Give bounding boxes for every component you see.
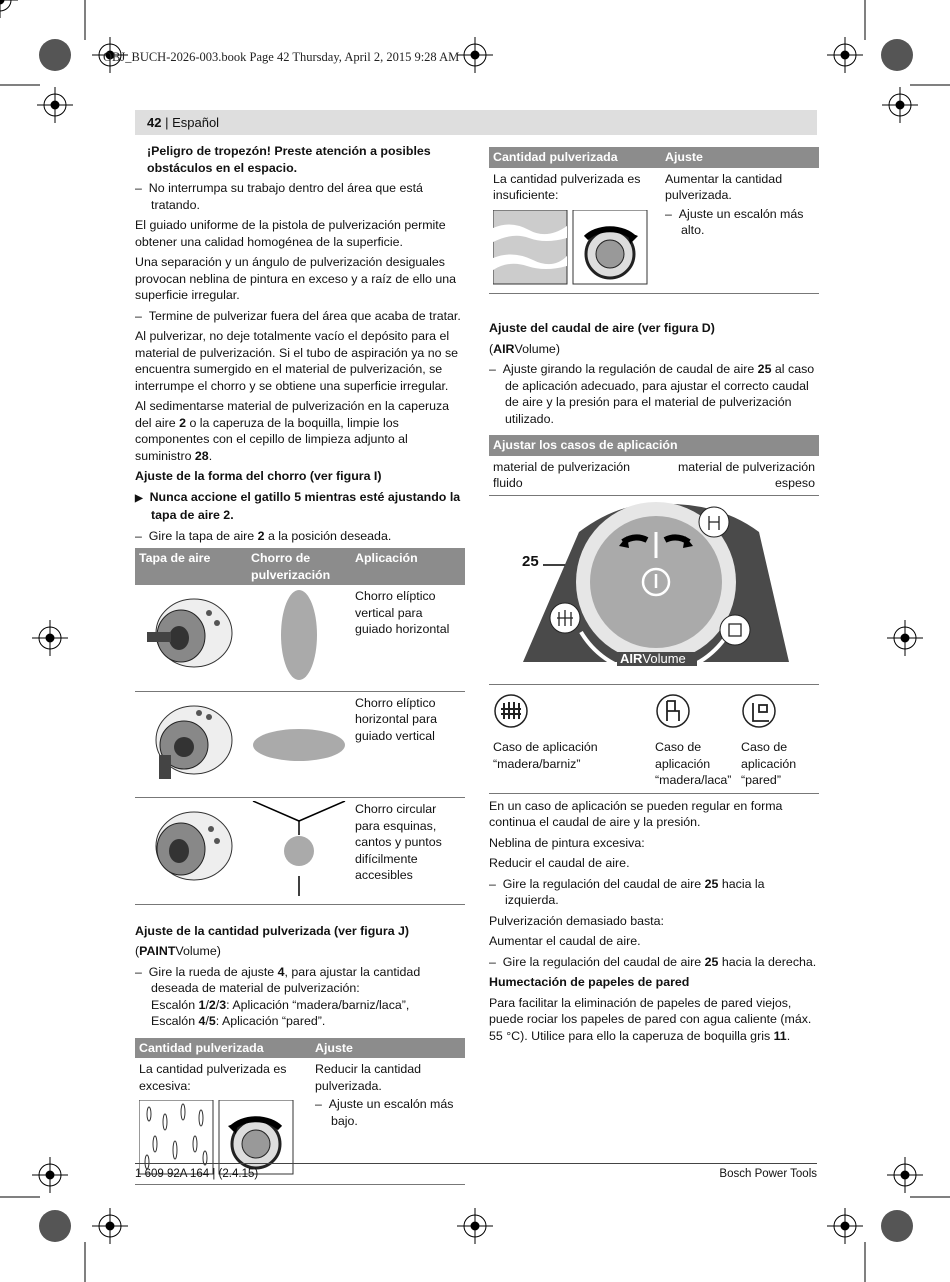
list-item: – Gire la rueda de ajuste 4, para ajustar la cantidad deseada de material de pulverización: Escalón 1/2/3: Aplicación “madera/barniz/laca”, Escalón 4/5: Aplicación “pared”. <box>135 964 421 1028</box>
page-header: 42 | Español <box>135 110 817 135</box>
air-volume-dial-figure <box>489 496 819 682</box>
table-row <box>135 798 465 905</box>
paragraph: Reducir el caudal de aire. <box>489 856 630 870</box>
warning-text: ¡Peligro de tropezón! Preste atención a posibles obstáculos en el espacio. <box>147 144 431 175</box>
paragraph: Una separación y un ángulo de pulverización desiguales provocan neblina de pintura en exceso y a raíz de ello una superficie irregular. <box>135 255 456 302</box>
patchy-surface-and-dial-illustration <box>493 210 653 286</box>
horizontal-ellipse-jet-icon <box>251 695 347 790</box>
callout-number: 25 <box>522 552 539 570</box>
table-row <box>135 585 465 691</box>
footer-document-id: 1 609 92A 164 | (2.4.15) <box>135 1168 259 1180</box>
case-wood-varnish <box>493 693 643 773</box>
table-header: Ajuste <box>661 147 819 168</box>
warning-item: ▶ Nunca accione el gatillo 5 mientras esté ajustando la tapa de aire 2. <box>135 489 461 522</box>
case-wood-lacquer <box>655 693 735 789</box>
section-heading: Humectación de papeles de pared <box>489 975 690 989</box>
paragraph: Al sedimentarse material de pulverización en la caperuza del aire 2 o la caperuza de la boquilla, limpie los componentes con el cepillo de limpieza adjunto al suministro 28. <box>135 399 450 463</box>
jet-table <box>135 548 465 905</box>
paragraph: Aumentar el caudal de aire. <box>489 934 641 948</box>
fence-icon <box>493 693 529 729</box>
table-cell: La cantidad pulverizada es excesiva: <box>139 1062 287 1093</box>
print-slug: OBJ_BUCH-2026-003.book Page 42 Thursday, April 2, 2015 9:28 AM <box>103 50 460 64</box>
table-header: Cantidad pulverizada <box>489 147 661 168</box>
application-case-icons <box>489 684 819 794</box>
paragraph: Para facilitar la eliminación de papeles de pared viejos, puede rociar los papeles de pared con agua caliente (máx. 55 °C). Utilice para ello la caperuza de boquilla gris 11. <box>489 995 812 1043</box>
list-item: – Gire la regulación del caudal de aire 25 hacia la derecha. <box>489 954 817 969</box>
table-cell: Reducir la cantidad pulverizada. <box>315 1062 422 1093</box>
section-language: Español <box>172 115 220 130</box>
case-label: Caso de aplicación “madera/barniz” <box>493 740 598 771</box>
list-item: – Gire la regulación del caudal de aire 25 hacia la izquierda. <box>489 876 765 907</box>
table-cell: La cantidad pulverizada es insuficiente: <box>493 171 641 202</box>
air-cap-icon <box>139 801 239 891</box>
table-row <box>489 168 819 294</box>
footer-brand: Bosch Power Tools <box>719 1168 817 1180</box>
list-item: – Ajuste un escalón más bajo. <box>315 1097 454 1128</box>
list-item: – Gire la tapa de aire 2 a la posición deseada. <box>135 528 392 543</box>
quantity-table-insufficient <box>489 147 819 294</box>
case-wall <box>741 693 819 789</box>
table-header: Tapa de aire <box>135 548 247 585</box>
paragraph: Pulverización demasiado basta: <box>489 913 664 928</box>
section-heading: Ajuste de la cantidad pulverizada (ver figura J) <box>135 923 410 938</box>
paint-volume-label: (PAINTVolume) <box>135 944 221 958</box>
triangle-bullet-icon: ▶ <box>135 492 143 504</box>
table-row <box>489 456 819 496</box>
paragraph: El guiado uniforme de la pistola de pulverización permite obtener una calidad homogénea de la superficie. <box>135 218 446 249</box>
list-item: – Ajuste girando la regulación de caudal de aire 25 al caso de aplicación adecuado, para ajustar el correcto caudal de aire y la presión para el material de pulverización utilizado. <box>489 362 815 426</box>
left-column <box>135 143 465 1185</box>
application-cases-table <box>489 435 819 496</box>
case-label: Caso de aplicación “madera/laca” <box>655 740 732 787</box>
table-cell: Chorro elíptico vertical para guiado horizontal <box>351 585 465 691</box>
chair-icon <box>655 693 691 729</box>
table-header: Aplicación <box>351 548 465 585</box>
paragraph: Al pulverizar, no deje totalmente vacío el depósito para el material de pulverización. Si el tubo de aspiración ya no se encuentra sumergido en el material de pulverización, se interrumpe el chorro y se obtiene una superficie irregular. <box>135 329 459 393</box>
table-header: Ajustar los casos de aplicación <box>489 435 819 456</box>
paragraph: Neblina de pintura excesiva: <box>489 835 645 850</box>
dial-brand-label: AIRVolume <box>620 650 686 666</box>
section-heading: Ajuste de la forma del chorro (ver figura I) <box>135 469 382 483</box>
wall-icon <box>741 693 777 729</box>
vertical-ellipse-jet-icon <box>251 588 347 683</box>
page-number: 42 <box>147 115 162 130</box>
list-item: – No interrumpa su trabajo dentro del área que está tratando. <box>135 181 423 212</box>
table-cell: material de pulverización fluido <box>489 456 650 496</box>
air-cap-icon <box>139 588 239 678</box>
table-cell: Chorro circular para esquinas, cantos y puntos difícilmente accesibles <box>351 798 465 905</box>
right-column <box>489 147 819 1048</box>
air-volume-label: (AIRVolume) <box>489 341 560 356</box>
list-item: – Termine de pulverizar fuera del área que acaba de tratar. <box>135 308 461 323</box>
table-header: Chorro de pulverización <box>247 548 351 585</box>
section-heading: Ajuste del caudal de aire (ver figura D) <box>489 321 715 335</box>
air-cap-icon <box>139 695 239 785</box>
list-item: – Ajuste un escalón más alto. <box>665 206 804 237</box>
case-label: Caso de aplicación “pared” <box>741 740 797 787</box>
table-cell: Aumentar la cantidad pulverizada. <box>665 171 783 202</box>
round-jet-icon <box>251 801 347 896</box>
table-header: Ajuste <box>311 1038 465 1059</box>
paragraph: En un caso de aplicación se pueden regular en forma continua el caudal de aire y la presión. <box>489 798 783 829</box>
table-row <box>135 691 465 798</box>
page-footer <box>135 1163 817 1180</box>
table-cell: material de pulverización espeso <box>650 456 819 496</box>
table-header: Cantidad pulverizada <box>135 1038 311 1059</box>
table-cell: Chorro elíptico horizontal para guiado vertical <box>351 691 465 798</box>
